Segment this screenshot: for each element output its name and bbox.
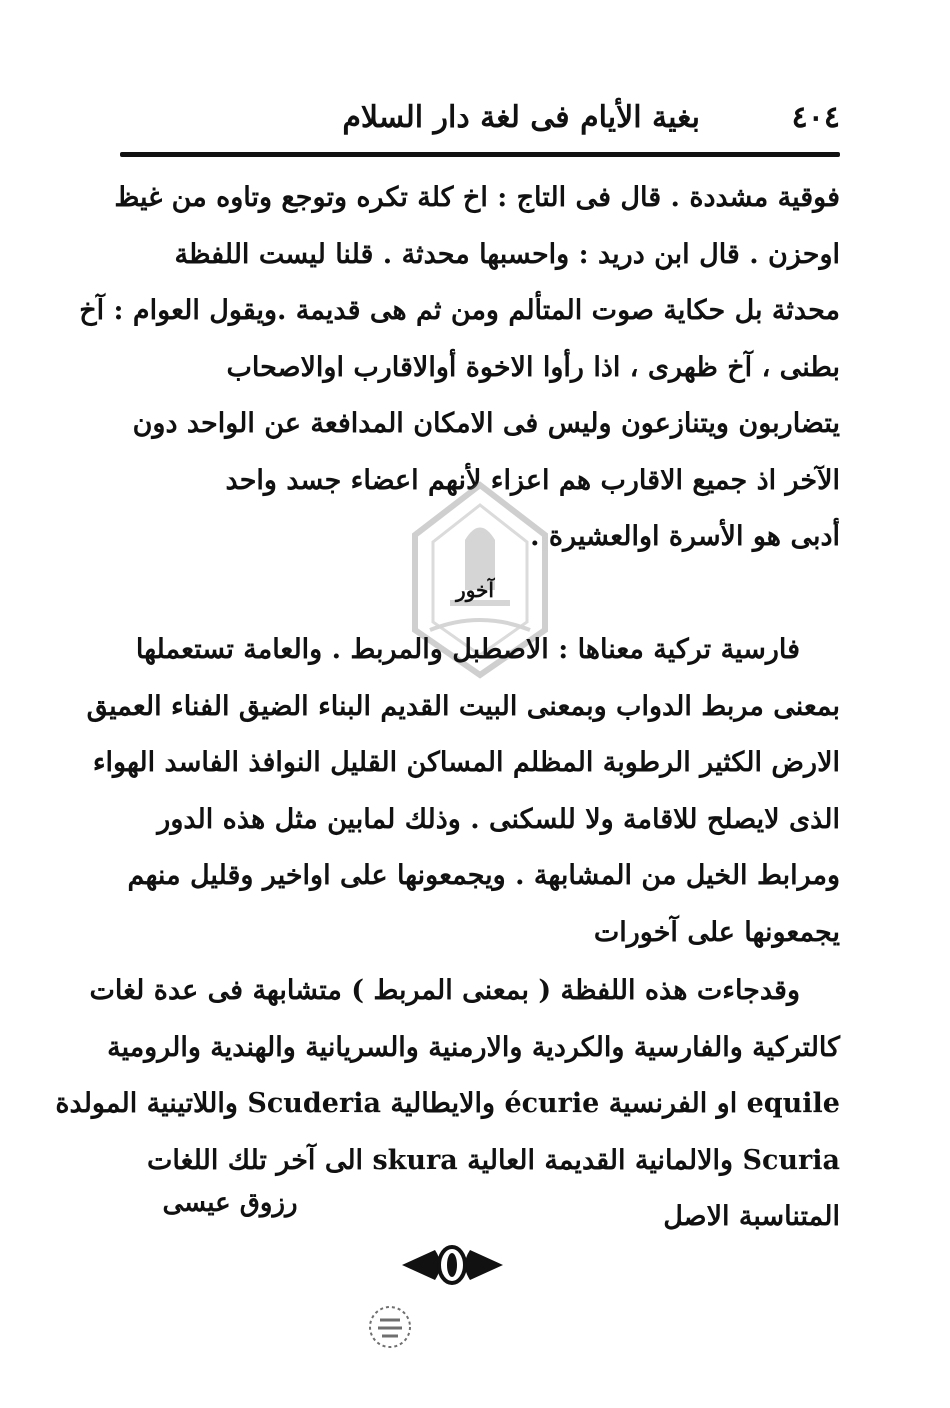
- text-line: فوقية مشددة . قال فى التاج : اخ كلة تكره وتوجع وتاوه من غيظ: [114, 182, 840, 213]
- section-heading: آخور: [456, 578, 494, 602]
- text-line: الذى لايصلح للاقامة ولا للسكنى . وذلك لمابين مثل هذه الدور: [157, 803, 840, 835]
- text-line: وقدجاءت هذه اللفظة ( بمعنى المربط ) متشابهة فى عدة لغات: [89, 975, 800, 1006]
- text-line: يتضاربون ويتنازعون وليس فى الامكان المدافعة عن الواحد دون: [132, 408, 840, 439]
- text-line: كالتركية والفارسية والكردية والارمنية والسريانية والهندية والرومية: [107, 1031, 840, 1063]
- text-line: محدثة بل حكاية صوت المتألم ومن ثم هى قديمة .ويقول العوام : آخ: [79, 295, 840, 326]
- text-line: يجمعونها على آخورات: [593, 916, 840, 948]
- text-line: بمعنى مربط الدواب وبمعنى البيت القديم البناء الضيق الفناء العميق: [86, 690, 840, 722]
- header-rule: [120, 152, 840, 157]
- page-header: [120, 100, 840, 150]
- text-line: equile او الفرنسية écurie والايطالية Scuderia واللاتينية المولدة: [55, 1088, 840, 1119]
- end-ornament-icon: [400, 1240, 505, 1290]
- author-signature: رزوق عيسى: [162, 1188, 298, 1218]
- text-line: اوحزن . قال ابن دريد : واحسبها محدثة . قلنا ليست اللفظة: [174, 238, 840, 270]
- text-line: فارسية تركية معناها : الاصطبل والمربط . والعامة تستعملها: [135, 634, 800, 665]
- running-title: بغية الأيام فى لغة دار السلام: [342, 100, 700, 135]
- text-line: الارض الكثير الرطوبة المظلم المساكن القليل النوافذ الفاسد الهواء: [92, 747, 840, 778]
- text-line: أدبى هو الأسرة اوالعشيرة .: [530, 521, 840, 552]
- paragraph-akhur: [86, 622, 840, 961]
- text-line: المتناسبة الاصل: [663, 1201, 840, 1232]
- text-line: ومرابط الخيل من المشابهة . ويجمعونها على اواخير وقليل منهم: [127, 860, 840, 891]
- ink-stamp-icon: [360, 1300, 420, 1355]
- text-line: Scuria والالمانية القديمة العالية skura الى آخر تلك اللغات: [146, 1144, 840, 1176]
- page-number: ٤٠٤: [791, 100, 840, 135]
- text-line: بطنى ، آخ ظهرى ، اذا رأوا الاخوة أوالاقارب اوالاصحاب: [226, 351, 840, 383]
- text-line: الآخر اذ جميع الاقارب هم اعزاء لأنهم اعضاء جسد واحد: [225, 464, 840, 496]
